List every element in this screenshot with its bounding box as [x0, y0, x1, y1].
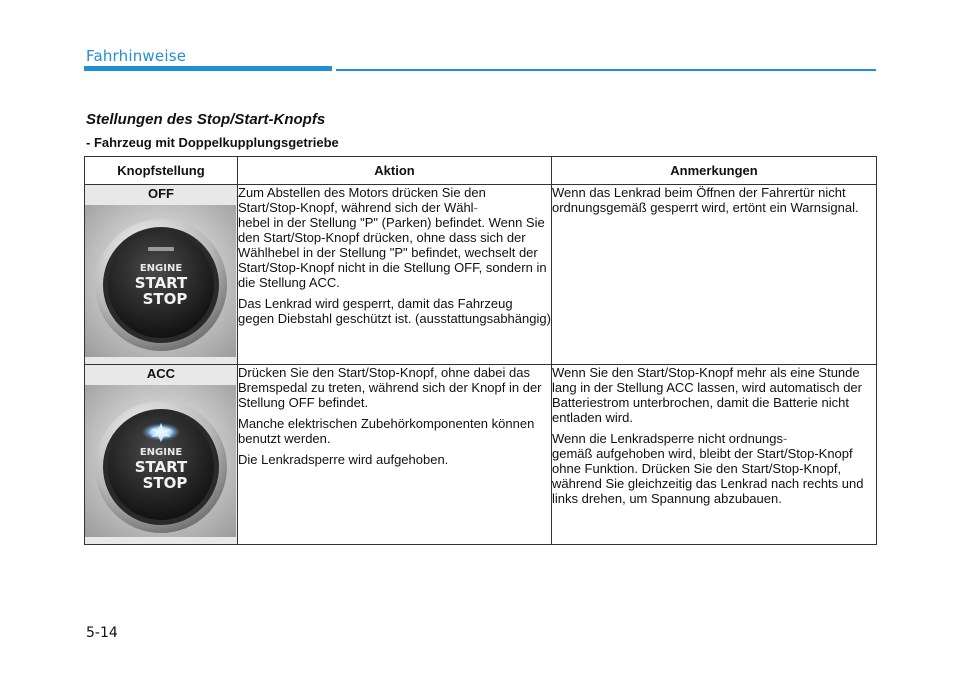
table-row-off [85, 185, 877, 365]
position-cell [85, 365, 238, 545]
table-header-row [85, 157, 877, 185]
engine-start-stop-button-icon [85, 205, 236, 357]
page-number: 5-14 [86, 625, 118, 641]
position-label: OFF [85, 185, 237, 205]
position-label: ACC [85, 365, 237, 385]
button-text-stop: STOP [142, 290, 188, 308]
button-text-engine: ENGINE [139, 263, 183, 274]
header-notes: Anmerkungen [552, 157, 877, 185]
note-paragraph: Wenn die Lenkradsperre nicht ordnungs- gemäß aufgehoben wird, bleibt der Start/Stop-Knopf ohne Funktion. Drücken Sie den Start/Stop-Knopf, während Sie gleichzeitig das Lenkrad nach rechts und links drehen, um Spannung abzubauen. [552, 431, 864, 506]
header-position: Knopfstellung [85, 157, 238, 185]
button-position-table [84, 156, 877, 545]
note-paragraph: Wenn Sie den Start/Stop-Knopf mehr als eine Stunde lang in der Stellung ACC lassen, wird automatisch der Batteriestrom unterbrochen, damit die Batterie nicht entladen wird. [552, 365, 862, 425]
variant-label: - Fahrzeug mit Doppelkupplungsgetriebe [86, 135, 339, 150]
button-text-stop: STOP [142, 474, 188, 492]
header-action: Aktion [238, 157, 552, 185]
button-text-engine: ENGINE [139, 447, 183, 458]
header-rule-thin [336, 69, 876, 71]
header-rule-thick [84, 66, 332, 71]
action-cell [238, 365, 552, 545]
button-text-start: START [134, 458, 188, 476]
note-paragraph: Wenn das Lenkrad beim Öffnen der Fahrertür nicht ordnungsgemäß gesperrt wird, ertönt ein Warnsignal. [552, 185, 859, 215]
position-cell [85, 185, 238, 365]
action-paragraph: Zum Abstellen des Motors drücken Sie den Start/Stop-Knopf, während sich der Wähl- hebel in der Stellung "P" (Parken) befindet. Wenn Sie den Start/Stop-Knopf drücken, ohne dass sich der Wählhebel in der Stellung "P" befindet, wechselt der Start/Stop-Knopf nicht in die Stellung OFF, sondern in die Stellung ACC. [238, 185, 547, 290]
subheading: Stellungen des Stop/Start-Knopfs [86, 111, 326, 128]
note-cell [552, 365, 877, 545]
action-cell [238, 185, 552, 365]
engine-start-stop-button-lit-icon [85, 385, 236, 537]
action-paragraph: Das Lenkrad wird gesperrt, damit das Fahrzeug gegen Diebstahl geschützt ist. (ausstattungsabhängig) [238, 296, 551, 326]
note-cell [552, 185, 877, 365]
table-row-acc [85, 365, 877, 545]
action-paragraph: Die Lenkradsperre wird aufgehoben. [238, 452, 449, 467]
section-title: Fahrhinweise [86, 47, 187, 65]
button-text-start: START [134, 274, 188, 292]
action-paragraph: Manche elektrischen Zubehörkomponenten können benutzt werden. [238, 416, 535, 446]
action-paragraph: Drücken Sie den Start/Stop-Knopf, ohne dabei das Bremspedal zu treten, während sich der Knopf in der Stellung OFF befindet. [238, 365, 542, 410]
